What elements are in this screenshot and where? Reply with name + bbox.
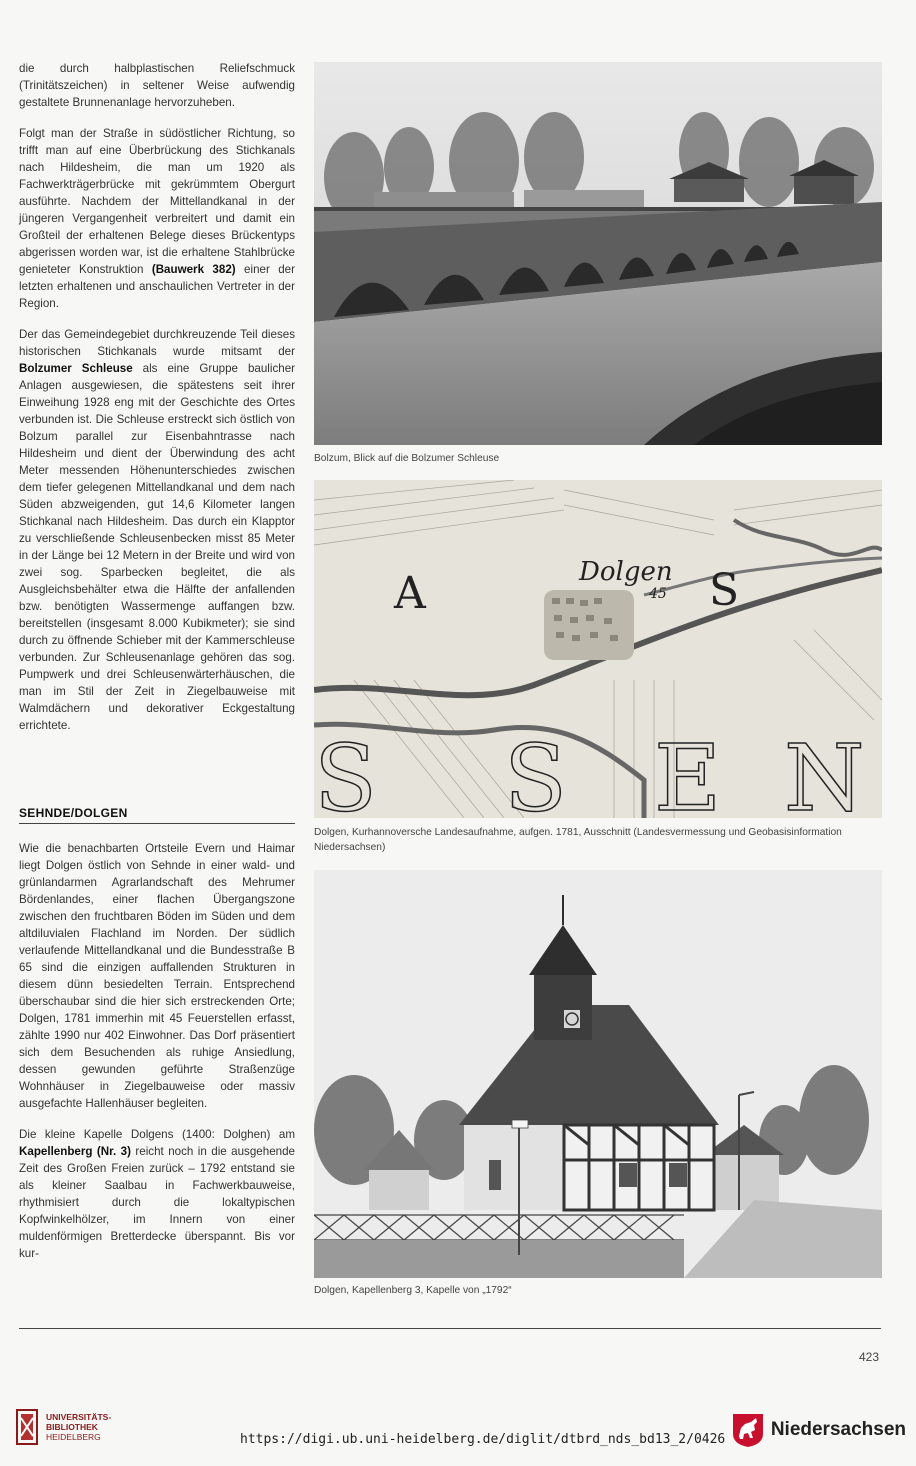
niedersachsen-wordmark: Niedersachsen xyxy=(770,1419,906,1440)
paragraph-bridge: Folgt man der Straße in südöstlicher Richtung, so trifft man auf eine Überbrückung des Stichkanals nach Hildesheim, die man um 1920 als Fachwerkträgerbrücke mit gekrümmtem Obergurt ausführte. Nachdem der Mittellandkanal in der jüngeren Vergangenheit verbreitert und damit ein Großteil der erhaltenen Belege dieses Brückentyps abgerissen worden war, ist die erhaltene Stahlbrücke genieteter Konstruktion (Bauwerk 382) einer der letzten erhaltenen und anschaulichen Vertreter in der Region. xyxy=(19,127,295,310)
source-url-link[interactable]: https://digi.ub.uni-heidelberg.de/diglit/dtbrd_nds_bd13_2/0426 xyxy=(240,1432,726,1447)
caption-fig2: Dolgen, Kurhannoversche Landesaufnahme, aufgen. 1781, Ausschnitt (Landesvermessung und Geobasisinformation Niedersachsen) xyxy=(314,827,842,853)
chapel-illustration xyxy=(314,870,882,1278)
section-body xyxy=(19,840,295,1276)
bauwerk-reference: (Bauwerk 382) xyxy=(151,263,236,276)
map-letter-s3: S xyxy=(504,725,568,818)
map-letter-s1: S xyxy=(709,565,740,616)
map-number-label: 45 xyxy=(649,586,667,602)
photo-dolgen-chapel xyxy=(314,870,882,1278)
map-illustration xyxy=(314,480,882,818)
section-heading: SEHNDE/DOLGEN xyxy=(19,806,295,824)
digitization-footer xyxy=(0,1400,916,1466)
map-letter-a: A xyxy=(394,568,426,619)
map-letter-s2: S xyxy=(314,725,378,818)
bolzumer-schleuse-term: Bolzumer Schleuse xyxy=(19,362,133,375)
caption-fig1: Bolzum, Blick auf die Bolzumer Schleuse xyxy=(314,453,500,464)
ub-heidelberg-logo[interactable] xyxy=(12,1408,111,1446)
left-column xyxy=(19,60,295,748)
caption-fig3: Dolgen, Kapellenberg 3, Kapelle von „1792“ xyxy=(314,1285,512,1296)
paragraph-fountain: die durch halbplastischen Reliefschmuck (Trinitätszeichen) in seltener Weise aufwendig gestaltete Brunnenanlage hervorzuheben. xyxy=(19,62,295,109)
horse-crest-icon xyxy=(731,1412,765,1448)
lock-illustration xyxy=(314,62,882,445)
map-letter-e: E xyxy=(654,725,722,818)
map-letter-n: N xyxy=(784,725,865,818)
paragraph-lock: Der das Gemeindegebiet durchkreuzende Teil dieses historischen Stichkanals wurde mitsamt der Bolzumer Schleuse als eine Gruppe baulicher Anlagen ausgewiesen, die spätestens seit ihrer Einweihung 1928 eng mit der Geschichte des Ortes verbunden ist. Die Schleuse erstreckt sich östlich von Bolzum parallel zur Eisenbahntrasse nach Hildesheim und dient der Überwindung des acht Meter messenden Höhenunterschiedes zwischen dem tiefer gelegenen Mittellandkanal und dem nach Süden abzweigenden, gut 14,6 Kilometer langen Stichkanal nach Hildesheim. Das durch ein Klapptor zu verschließende Schleusenbecken misst 85 Meter in der Länge bei 12 Metern in der Breite und wird von zwei sog. Sparbecken begleitet, die als Ausgleichsbehälter etwa die Hälfte der anfallenden bzw. benötigten Wassermenge auffangen bzw. bereitstellen (insgesamt 8.000 Kubikmeter); sie sind durch zu öffnende Schieber mit der Kammerschleuse verbunden. Zur Schleusenanlage gehören das sog. Pumpwerk und drei Schleusenwärterhäuschen, die man im Stil der Zeit in Ziegelbauweise mit Walmdächern und dekorativer Eckgestaltung errichtete. xyxy=(19,328,295,732)
footer-rule xyxy=(19,1328,881,1329)
photo-bolzum-lock xyxy=(314,62,882,445)
niedersachsen-logo[interactable] xyxy=(731,1412,906,1448)
map-place-label: Dolgen xyxy=(579,557,673,587)
page-number: 423 xyxy=(858,1350,879,1364)
ub-emblem-icon xyxy=(12,1408,42,1446)
ub-wordmark: UNIVERSITÄTS- BIBLIOTHEK HEIDELBERG xyxy=(46,1412,112,1442)
paragraph-dolgen: Wie die benachbarten Ortsteile Evern und Haimar liegt Dolgen östlich von Sehnde in einer wald- und grünlandarmen Agrarlandschaft des Mehrumer Bördenlandes, einer flachen Übergangszone zwischen den fruchtbaren Böden im Süden und dem altdiluvialen Flachland im Norden. Der südlich verlaufende Mittellandkanal und die Bundesstraße B 65 sind die einzigen auffallenden Strukturen in diesem dünn besiedelten Terrain. Entsprechend überschaubar sind die hier sich erstreckenden Orte; Dolgen, 1781 immerhin mit 45 Feuerstellen erfasst, zählte 1990 nur 402 Einwohner. Das Dorf präsentiert sich dem Besuchenden als ruhige Ansiedlung, dessen gewunden geführte Straßenzüge Wohnhäuser in Ziegelbauweise oder massiv ausgefachte Hallenhäuser begleiten. xyxy=(19,842,295,1110)
paragraph-chapel: Die kleine Kapelle Dolgens (1400: Dolghen) am Kapellenberg (Nr. 3) reicht noch in die ausgehende Zeit des Großen Freien zurück – 1792 entstand sie als kleiner Saalbau in Fachwerkbauweise, rhythmisiert durch die lokaltypischen Kopfwinkelhölzer, im Innern von einer muldenförmigen Bretterdecke überspannt. Bis vor kur- xyxy=(19,1128,295,1260)
kapellenberg-term: Kapellenberg (Nr. 3) xyxy=(19,1145,131,1158)
map-dolgen-1781 xyxy=(314,480,882,818)
